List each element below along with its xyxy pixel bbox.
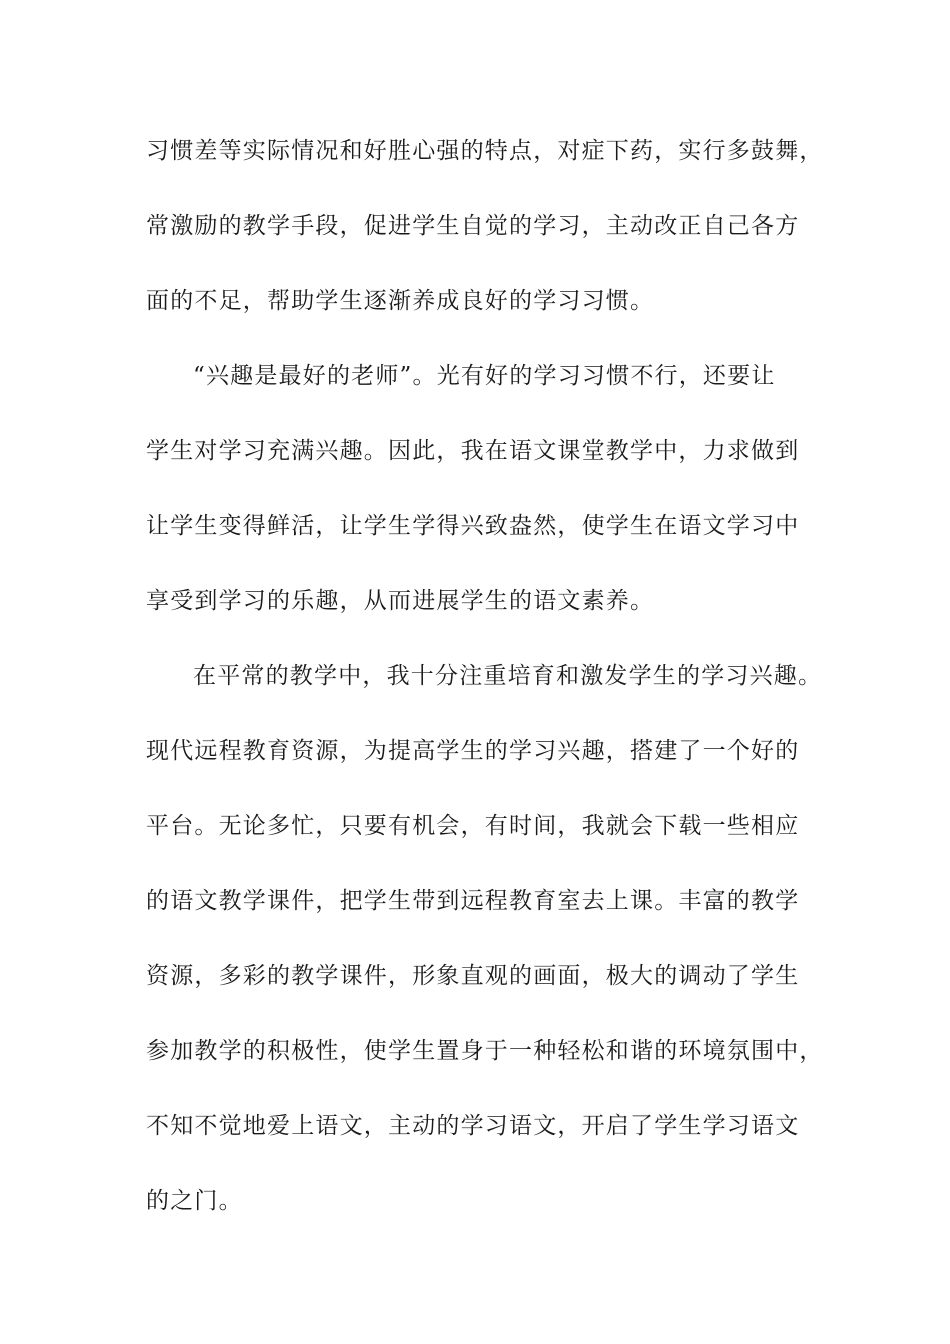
- text-line: 资源，多彩的教学课件，形象直观的画面，极大的调动了学生: [146, 963, 800, 989]
- paragraph-start-line: “兴趣是最好的老师”。光有好的学习习惯不行，还要让: [193, 363, 776, 389]
- text-line: 面的不足，帮助学生逐渐养成良好的学习习惯。: [146, 288, 655, 314]
- text-line: 常激励的教学手段，促进学生自觉的学习，主动改正自己各方: [146, 213, 800, 239]
- text-line: 习惯差等实际情况和好胜心强的特点，对症下药，实行多鼓舞，: [146, 138, 824, 164]
- text-line: 学生对学习充满兴趣。因此，我在语文课堂教学中，力求做到: [146, 438, 800, 464]
- text-line: 的语文教学课件，把学生带到远程教育室去上课。丰富的教学: [146, 888, 800, 914]
- text-line: 平台。无论多忙，只要有机会，有时间，我就会下载一些相应: [146, 813, 800, 839]
- paragraph-start-line: 在平常的教学中，我十分注重培育和激发学生的学习兴趣。: [193, 663, 823, 689]
- text-line: 参加教学的积极性，使学生置身于一种轻松和谐的环境氛围中，: [146, 1038, 824, 1064]
- text-line: 享受到学习的乐趣，从而进展学生的语文素养。: [146, 588, 655, 614]
- text-line: 的之门。: [146, 1188, 243, 1214]
- text-line: 让学生变得鲜活，让学生学得兴致盎然，使学生在语文学习中: [146, 513, 800, 539]
- text-line: 现代远程教育资源，为提高学生的学习兴趣，搭建了一个好的: [146, 738, 800, 764]
- text-line: 不知不觉地爱上语文，主动的学习语文，开启了学生学习语文: [146, 1113, 800, 1139]
- document-body: [146, 126, 824, 1251]
